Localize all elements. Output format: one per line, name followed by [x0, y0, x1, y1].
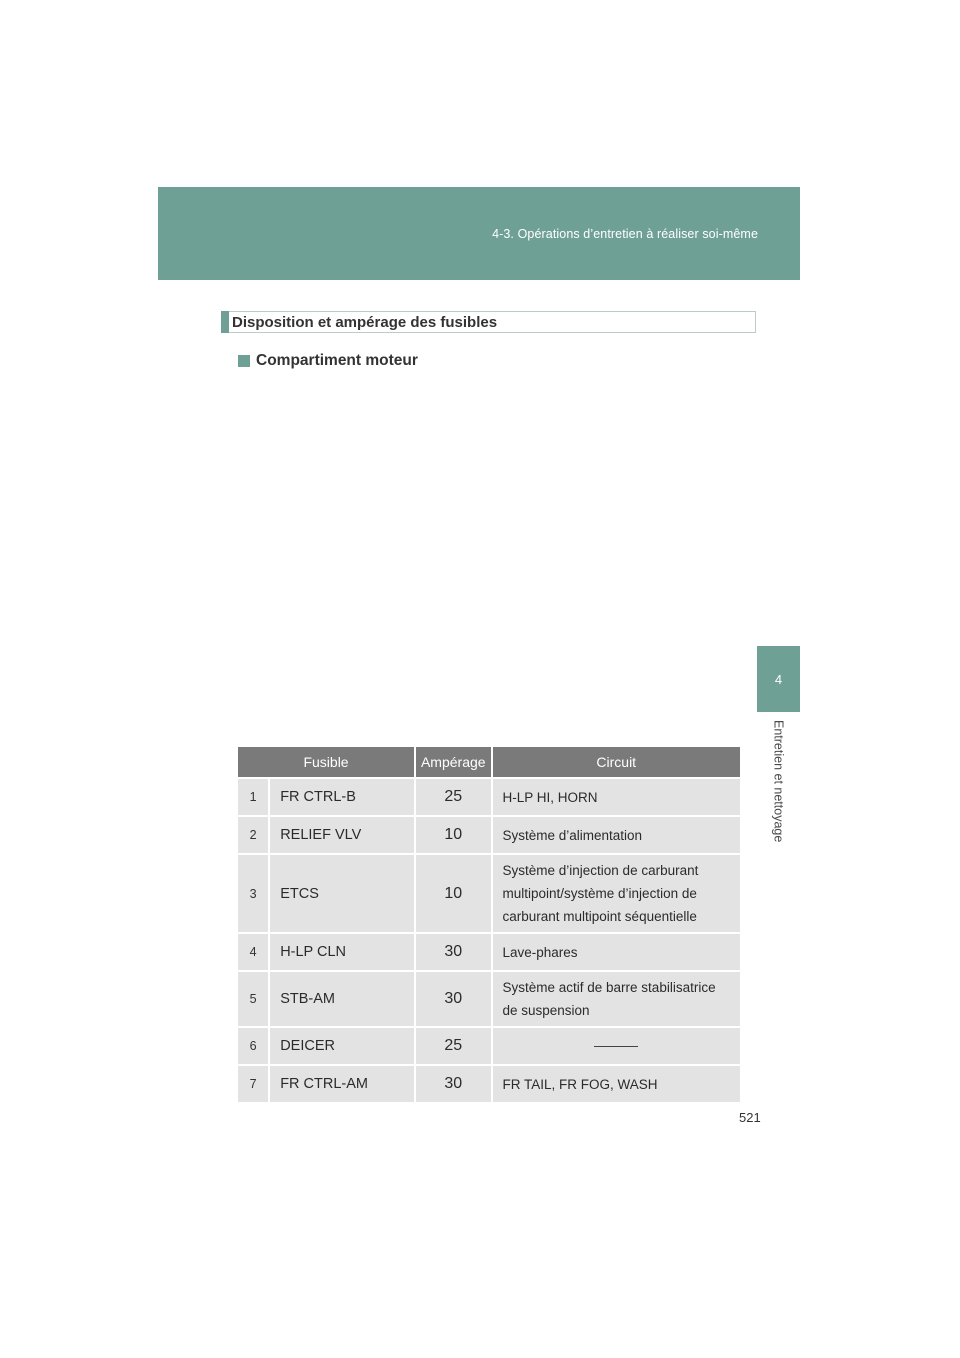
table-row: [238, 779, 740, 815]
fuse-amperage: 10: [416, 855, 492, 932]
fuse-circuit: H-LP HI, HORN: [493, 779, 741, 815]
fuse-name: FR CTRL-AM: [270, 1066, 416, 1102]
fuse-number: 6: [238, 1028, 270, 1064]
fuse-name: RELIEF VLV: [270, 817, 416, 853]
fuse-circuit: Système d’alimentation: [493, 817, 741, 853]
fuse-circuit: FR TAIL, FR FOG, WASH: [493, 1066, 741, 1102]
fuse-table: [238, 745, 740, 1104]
fuse-name: DEICER: [270, 1028, 416, 1064]
fuse-name: STB-AM: [270, 972, 416, 1026]
table-row: [238, 1028, 740, 1064]
fuse-box-figure: [238, 385, 738, 725]
table-row: [238, 1066, 740, 1102]
fuse-number: 7: [238, 1066, 270, 1102]
table-header-row: [238, 747, 740, 777]
square-bullet-icon: [238, 355, 250, 367]
header-fuse: Fusible: [238, 747, 416, 777]
chapter-tab-number: 4: [757, 646, 800, 712]
fuse-name: ETCS: [270, 855, 416, 932]
subsection-heading-text: Compartiment moteur: [256, 352, 418, 369]
fuse-amperage: 30: [416, 1066, 492, 1102]
table-row: [238, 934, 740, 970]
fuse-amperage: 30: [416, 934, 492, 970]
fuse-number: 3: [238, 855, 270, 932]
fuse-amperage: 10: [416, 817, 492, 853]
fuse-circuit: Système actif de barre stabilisatrice de suspension: [493, 972, 741, 1026]
fuse-name: H-LP CLN: [270, 934, 416, 970]
subsection-heading: [238, 352, 418, 370]
fuse-amperage: 25: [416, 1028, 492, 1064]
fuse-amperage: 25: [416, 779, 492, 815]
table-row: [238, 972, 740, 1026]
section-heading-text: Disposition et ampérage des fusibles: [232, 313, 498, 331]
chapter-tab-label-text: Entretien et nettoyage: [771, 720, 786, 843]
fuse-circuit: Lave-phares: [493, 934, 741, 970]
header-circuit: Circuit: [493, 747, 741, 777]
fuse-number: 2: [238, 817, 270, 853]
chapter-title: 4-3. Opérations d’entretien à réaliser soi-même: [492, 227, 758, 241]
fuse-amperage: 30: [416, 972, 492, 1026]
fuse-circuit-empty: [493, 1028, 741, 1064]
dash-line: [594, 1046, 638, 1047]
section-heading-bar: [221, 311, 229, 333]
section-heading: [221, 311, 756, 333]
fuse-number: 4: [238, 934, 270, 970]
table-row: [238, 855, 740, 932]
page-number: 521: [739, 1110, 761, 1125]
header-band: [158, 187, 800, 280]
header-amperage: Ampérage: [416, 747, 492, 777]
fuse-name: FR CTRL-B: [270, 779, 416, 815]
fuse-number: 1: [238, 779, 270, 815]
table-row: [238, 817, 740, 853]
fuse-number: 5: [238, 972, 270, 1026]
fuse-circuit: Système d’injection de carburant multipoint/système d’injection de carburant multipoint séquentielle: [493, 855, 741, 932]
chapter-tab-label: [757, 712, 800, 872]
